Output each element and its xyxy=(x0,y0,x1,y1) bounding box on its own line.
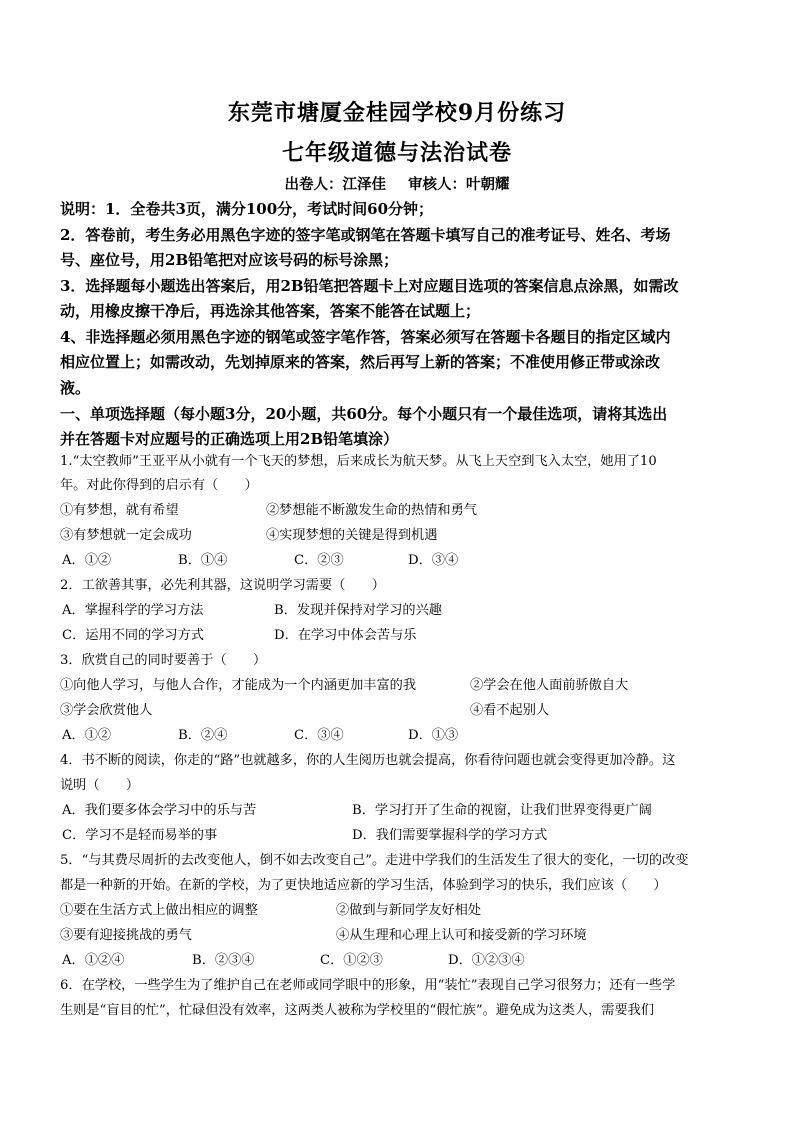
question-stem: 都是一种新的开始。在新的学校，为了更快地适应新的学习生活，体验到学习的快乐，我们应该（ ） xyxy=(60,878,667,893)
instruction-line: 液。 xyxy=(60,379,91,397)
option-b: B．①④ xyxy=(178,553,228,568)
option-d: D．①③ xyxy=(408,728,459,743)
statement-1: ①有梦想，就有希望 xyxy=(60,503,179,518)
section-heading: 一、单项选择题（每小题3分，20小题，共60分。每个小题只有一个最佳选项，请将其选出 xyxy=(60,405,668,423)
statement-2: ②学会在他人面前骄傲自大 xyxy=(470,678,629,693)
option-a: A．①② xyxy=(62,728,112,743)
statement-4: ④从生理和心理上认可和接受新的学习环境 xyxy=(336,928,587,943)
question-stem: 2．工欲善其事，必先利其器，这说明学习需要（ ） xyxy=(60,578,385,593)
option-d: D．③④ xyxy=(408,553,459,568)
option-c: C．③④ xyxy=(294,728,344,743)
exam-subtitle: 七年级道德与法治试卷 xyxy=(281,140,512,166)
statement-3: ③要有迎接挑战的勇气 xyxy=(60,928,192,943)
question-stem: 5．“与其费尽周折的去改变他人，倒不如去改变自己”。走进中学我们的生活发生了很大的变化，一切的改变 xyxy=(60,853,689,868)
statement-4: ④实现梦想的关键是得到机遇 xyxy=(266,528,438,543)
option-a: A．①②④ xyxy=(62,953,125,968)
option-c: C．运用不同的学习方式 xyxy=(62,628,204,643)
statement-3: ③学会欣赏他人 xyxy=(60,703,153,718)
question-stem: 说明（ ） xyxy=(60,778,140,793)
section-heading: 并在答题卡对应题号的正确选项上用2B铅笔填涂） xyxy=(60,430,399,448)
question-stem: 年。对此你得到的启示有（ ） xyxy=(60,478,258,493)
question-stem: 4．书不断的阅读，你走的“路”也就越多，你的人生阅历也就会提高，你看待问题也就会变得更加冷静。这 xyxy=(60,753,676,768)
question-stem: 6．在学校，一些学生为了维护自己在老师或同学眼中的形象，用“装忙”表现自己学习很努力；还有一些学 xyxy=(60,978,676,993)
statement-2: ②梦想能不断激发生命的热情和勇气 xyxy=(266,503,477,518)
option-b: B．②③④ xyxy=(192,953,255,968)
statement-2: ②做到与新同学友好相处 xyxy=(336,903,482,918)
option-d: D．①②③④ xyxy=(448,953,525,968)
exam-title: 东莞市塘厦金桂园学校9月份练习 xyxy=(227,100,567,126)
option-a: A．掌握科学的学习方法 xyxy=(62,603,204,618)
question-stem: 1.“太空教师”王亚平从小就有一个飞天的梦想，后来成长为航天梦。从飞上天空到飞入太空，她用了10 xyxy=(60,454,657,469)
option-a: A．我们要多体会学习中的乐与苦 xyxy=(62,803,257,818)
option-b: B．②④ xyxy=(178,728,228,743)
statement-1: ①向他人学习，与他人合作，才能成为一个内涵更加丰富的我 xyxy=(60,678,417,693)
reviewer: 审核人：叶朝耀 xyxy=(408,176,510,193)
instruction-line: 4、非选择题必须用黑色字迹的钢笔或签字笔作答，答案必须写在答题卡各题目的指定区域内 xyxy=(60,328,671,346)
instruction-line: 动，用橡皮擦干净后，再选涂其他答案，答案不能答在试题上； xyxy=(60,302,481,320)
option-d: D．我们需要掌握科学的学习方式 xyxy=(352,828,548,843)
authors-line xyxy=(0,173,794,194)
option-d: D．在学习中体会苦与乐 xyxy=(274,628,417,643)
statement-1: ①要在生活方式上做出相应的调整 xyxy=(60,903,258,918)
statement-4: ④看不起别人 xyxy=(470,703,550,718)
option-c: C．学习不是轻而易举的事 xyxy=(62,828,218,843)
instruction-line: 相应位置上；如需改动，先划掉原来的答案，然后再写上新的答案；不准使用修正带或涂改 xyxy=(60,353,661,371)
instruction-line: 2．答卷前，考生务必用黑色字迹的签字笔或钢笔在答题卡填写自己的准考证号、姓名、考场 xyxy=(60,226,671,244)
option-a: A．①② xyxy=(62,553,112,568)
instruction-line: 说明：1．全卷共3页，满分100分，考试时间60分钟； xyxy=(60,200,434,218)
question-stem: 3．欣赏自己的同时要善于（ ） xyxy=(60,653,267,668)
statement-3: ③有梦想就一定会成功 xyxy=(60,528,192,543)
setter: 出卷人：江泽佳 xyxy=(284,176,386,193)
option-c: C．①②③ xyxy=(320,953,383,968)
option-b: B．发现并保持对学习的兴趣 xyxy=(274,603,442,618)
instruction-line: 3．选择题每小题选出答案后，用2B铅笔把答题卡上对应题目选项的答案信息点涂黑，如需改 xyxy=(60,277,679,295)
option-c: C．②③ xyxy=(294,553,344,568)
question-stem: 生则是“盲目的忙”，忙碌但没有效率，这两类人被称为学校里的“假忙族”。避免成为这类人，需要我们 xyxy=(60,1003,655,1018)
option-b: B．学习打开了生命的视窗，让我们世界变得更广阔 xyxy=(352,803,652,818)
instruction-line: 号、座位号，用2B铅笔把对应该号码的标号涂黑； xyxy=(60,251,399,269)
